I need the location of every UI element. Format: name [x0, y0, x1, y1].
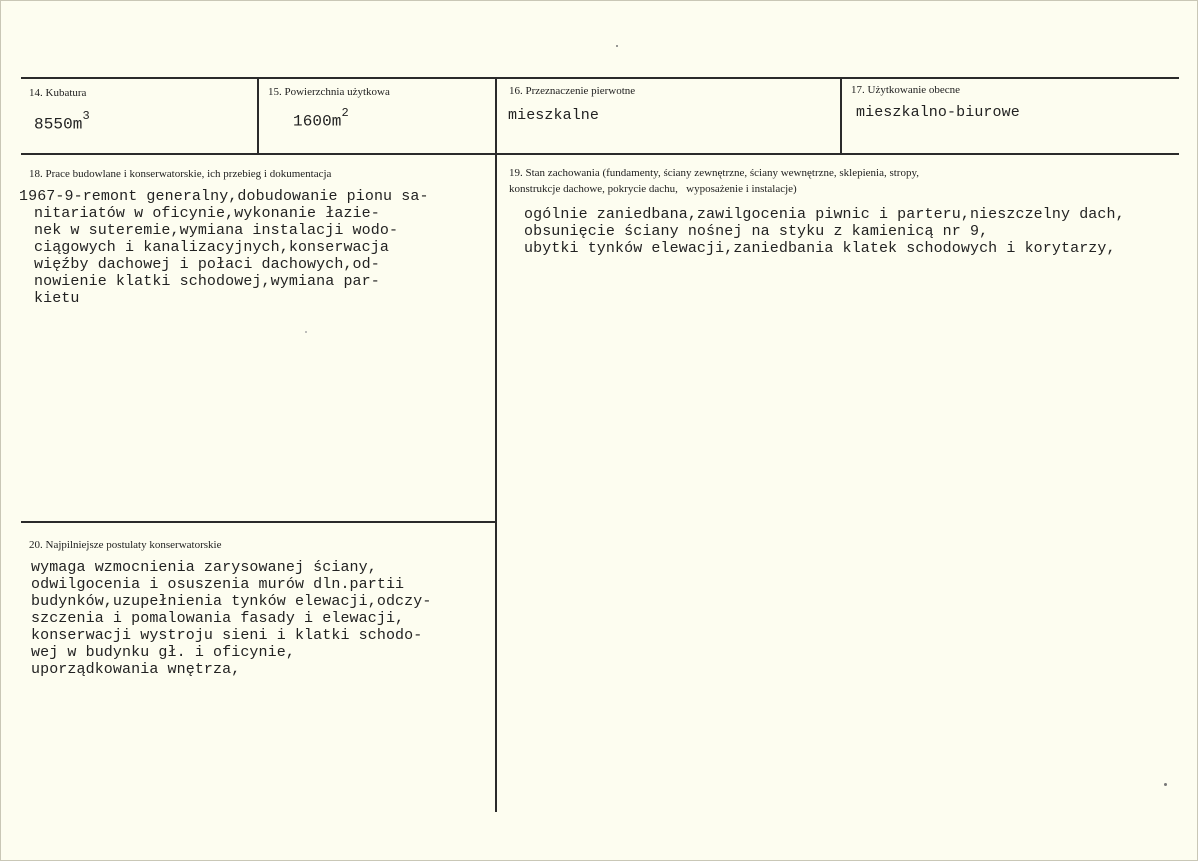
field-16-label: 16. Przeznaczenie pierwotne — [509, 85, 636, 97]
scan-speck — [305, 331, 307, 333]
scan-speck — [616, 45, 618, 47]
section-divider — [21, 521, 495, 523]
field-18-text — [19, 188, 429, 307]
col-divider-3 — [840, 77, 842, 154]
text-line: budynków,uzupełnienia tynków elewacji,odczy- — [31, 593, 432, 610]
text-line: wymaga wzmocnienia zarysowanej ściany, — [31, 559, 377, 576]
field-17-label: 17. Użytkowanie obecne — [851, 84, 961, 96]
field-15-value: $1600m^2$ — [293, 106, 349, 131]
text-line: ubytki tynków elewacji,zaniedbania klatek schodowych i korytarzy, — [524, 240, 1116, 257]
text-line: nitariatów w oficynie,wykonanie łazie- — [34, 205, 380, 222]
text-line: obsunięcie ściany nośnej na styku z kamienicą nr 9, — [524, 223, 989, 240]
scan-speck — [1164, 783, 1167, 786]
top-rule — [21, 77, 1179, 79]
field-20-label: 20. Najpilniejsze postulaty konserwatorskie — [29, 539, 222, 551]
text-line: szczenia i pomalowania fasady i elewacji, — [31, 610, 405, 627]
field-17-value: mieszkalno-biurowe — [856, 104, 1020, 121]
text-line: uporządkowania wnętrza, — [31, 661, 241, 678]
text-line: odwilgocenia i osuszenia murów dln.partii — [31, 576, 405, 593]
field-15-label: 15. Powierzchnia użytkowa — [268, 86, 390, 98]
text-line: nek w suteremie,wymiana instalacji wodo- — [34, 222, 399, 239]
text-line: wej w budynku gł. i oficynie, — [31, 644, 295, 661]
col-divider-1 — [257, 77, 259, 154]
field-14-value: $8550m^3$ — [34, 109, 90, 134]
text-line: nowienie klatki schodowej,wymiana par- — [34, 273, 380, 290]
text-line: kietu — [34, 290, 80, 307]
field-14-label: 14. Kubatura — [29, 87, 87, 99]
field-20-text — [31, 559, 431, 678]
col-divider-2 — [495, 77, 497, 812]
text-line: ciągowych i kanalizacyjnych,konserwacja — [34, 239, 389, 256]
field-19-label: 19. Stan zachowania (fundamenty, ściany zewnętrzne, ściany wewnętrzne, sklepienia, stropy, — [509, 167, 920, 179]
text-line: 1967-9-remont generalny,dobudowanie pionu sa- — [19, 188, 429, 205]
field-16-value: mieszkalne — [508, 107, 600, 124]
text-line: ogólnie zaniedbana,zawilgocenia piwnic i parteru,nieszczelny dach, — [524, 206, 1125, 223]
field-19-label-continued: konstrukcje dachowe, pokrycie dachu, wyposażenie i instalacje) — [509, 183, 797, 195]
text-line: więźby dachowej i połaci dachowych,od- — [34, 256, 380, 273]
field-18-label: 18. Prace budowlane i konserwatorskie, ich przebieg i dokumentacja — [29, 168, 332, 180]
row-divider — [21, 153, 1179, 155]
text-line: konserwacji wystroju sieni i klatki schodo- — [31, 627, 423, 644]
field-19-text — [524, 206, 1125, 257]
